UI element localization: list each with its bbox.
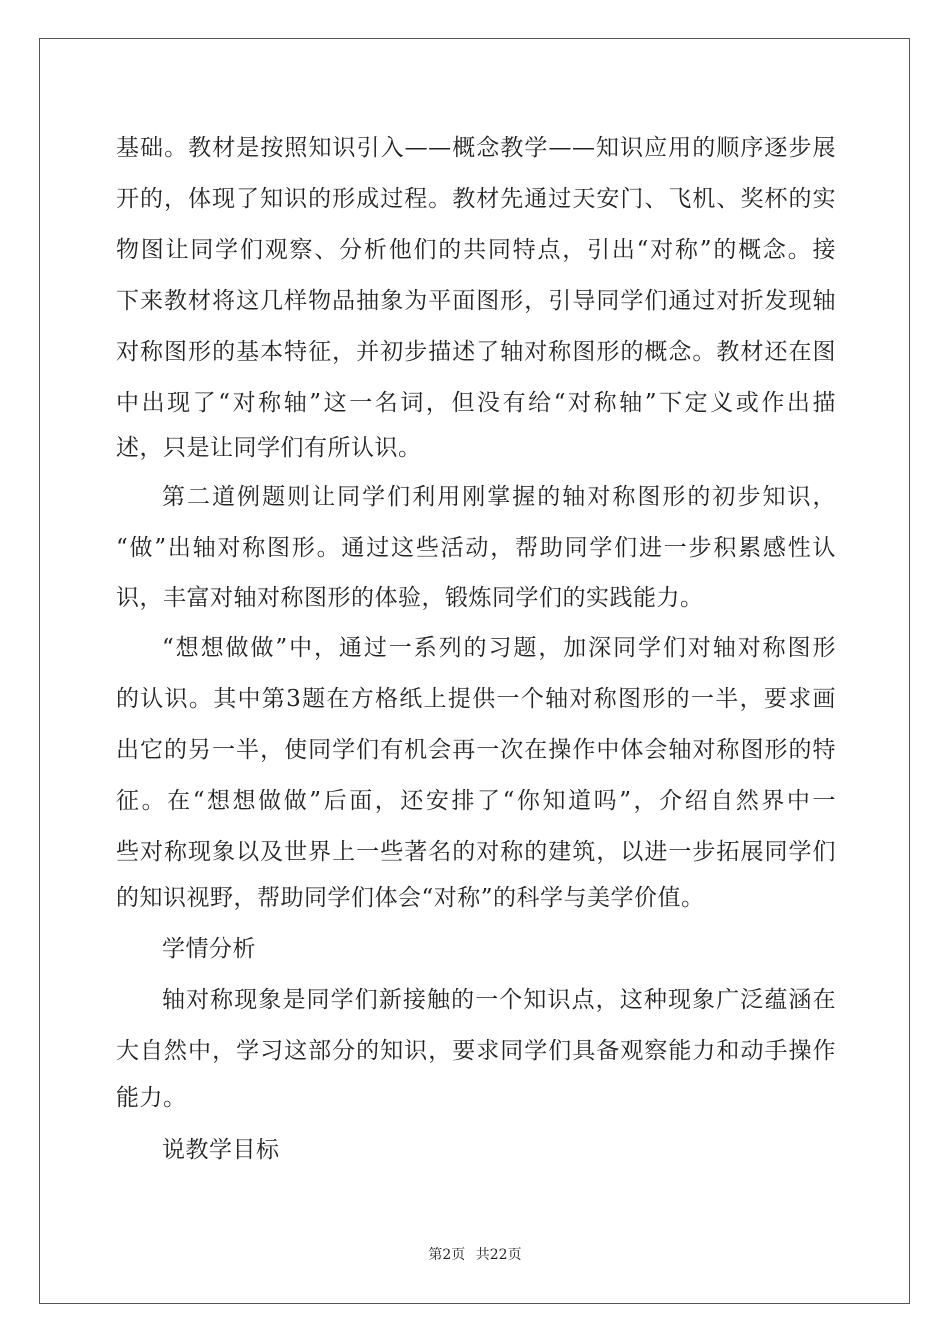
paragraph-line: 识，丰富对轴对称图形的体验，锻炼同学们的实践能力。 bbox=[116, 585, 704, 611]
paragraph-line: 开的，体现了知识的形成过程。教材先通过天安门、飞机、奖杯的实 bbox=[116, 186, 836, 212]
paragraph-line: 对称图形的基本特征，并初步描述了轴对称图形的概念。教材还在图 bbox=[116, 339, 836, 365]
paragraph-line: “做”出轴对称图形。通过这些活动，帮助同学们进一步积累感性认 bbox=[116, 535, 836, 561]
paragraph-line: 些对称现象以及世界上一些著名的对称的建筑，以进一步拓展同学们 bbox=[116, 839, 836, 865]
current-page-number: 第2页 bbox=[428, 1247, 466, 1263]
paragraph-line: 轴对称现象是同学们新接触的一个知识点，这种现象广泛蕴涵在 bbox=[162, 987, 836, 1013]
page-footer bbox=[0, 1245, 950, 1265]
paragraph-line: 的知识视野，帮助同学们体会“对称”的科学与美学价值。 bbox=[116, 885, 705, 911]
paragraph-line: 中出现了“对称轴”这一名词，但没有给“对称轴”下定义或作出描 bbox=[116, 390, 836, 416]
paragraph-line: 基础。教材是按照知识引入——概念教学——知识应用的顺序逐步展 bbox=[116, 135, 836, 161]
paragraph-line: 征。在“想想做做”后面，还安排了“你知道吗”，介绍自然界中一 bbox=[116, 788, 836, 814]
section-heading: 学情分析 bbox=[162, 936, 256, 962]
paragraph-line: 第二道例题则让同学们利用刚掌握的轴对称图形的初步知识， bbox=[162, 484, 836, 510]
section-heading: 说教学目标 bbox=[162, 1137, 280, 1163]
total-pages: 共22页 bbox=[475, 1247, 522, 1263]
paragraph-line: “想想做做”中，通过一系列的习题，加深同学们对轴对称图形 bbox=[162, 635, 836, 661]
paragraph-line: 的认识。其中第3题在方格纸上提供一个轴对称图形的一半，要求画 bbox=[116, 686, 836, 712]
paragraph-line: 出它的另一半，使同学们有机会再一次在操作中体会轴对称图形的特 bbox=[116, 737, 836, 763]
paragraph-line: 大自然中，学习这部分的知识，要求同学们具备观察能力和动手操作 bbox=[116, 1038, 836, 1064]
paragraph-line: 物图让同学们观察、分析他们的共同特点，引出“对称”的概念。接 bbox=[116, 237, 836, 263]
paragraph-line: 下来教材将这几样物品抽象为平面图形，引导同学们通过对折发现轴 bbox=[116, 288, 836, 314]
paragraph-line: 述，只是让同学们有所认识。 bbox=[116, 435, 422, 461]
paragraph-line: 能力。 bbox=[116, 1085, 187, 1111]
